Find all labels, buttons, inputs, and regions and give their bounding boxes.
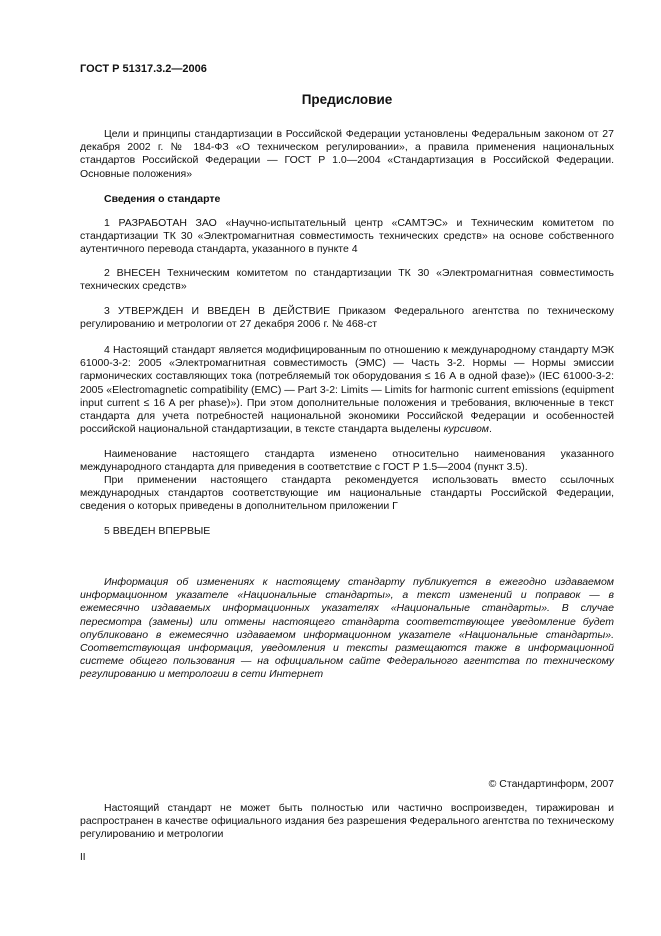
item-4-paragraph-3: При применении настоящего стандарта рекомендуется использовать вместо ссылочных международных стандартов соответствующие им национальные стандарты Российской Федерации, сведения о которых приведены в дополнительном приложении Г <box>80 474 614 513</box>
copyright-line: © Стандартинформ, 2007 <box>488 778 614 790</box>
reproduction-notice: Настоящий стандарт не может быть полностью или частично воспроизведен, тиражирован и распространен в качестве официального издания без разрешения Федерального агентства по техническому регулированию и метрологии <box>80 802 614 841</box>
info-notice: Информация об изменениях к настоящему стандарту публикуется в ежегодно издаваемом информационном указателе «Национальные стандарты», а текст изменений и поправок — в ежемесячно издаваемых информационных указателях «Национальные стандарты». В случае пересмотра (замены) или отмены настоящего стандарта соответствующее уведомление будет опубликовано в ежемесячно издаваемом информационном указателе «Национальные стандарты». Соответствующая информация, уведомления и тексты размещаются также в информационной системе общего пользования — на официальном сайте Федерального агентства по техническому регулированию и метрологии в сети Интернет <box>80 576 614 681</box>
item-4-paragraph-2: Наименование настоящего стандарта изменено относительно наименования указанного международного стандарта для приведения в соответствие с ГОСТ Р 1.5—2004 (пункт 3.5). <box>80 448 614 474</box>
page-title: Предисловие <box>301 92 393 107</box>
intro-paragraph: Цели и принципы стандартизации в Российской Федерации установлены Федеральным законом от 27 декабря 2002 г. № 184-ФЗ «О техническом регулировании», а правила применения национальных стандартов Российской Федерации — ГОСТ Р 1.0—2004 «Стандартизация в Российской Федерации. Основные положения» <box>80 128 614 180</box>
doc-code-header: ГОСТ Р 51317.3.2—2006 <box>80 63 207 75</box>
item-2-submitted: 2 ВНЕСЕН Техническим комитетом по стандартизации ТК 30 «Электромагнитная совместимость технических средств» <box>80 267 614 293</box>
item-3-approved: 3 УТВЕРЖДЕН И ВВЕДЕН В ДЕЙСТВИЕ Приказом Федерального агентства по техническому регулированию и метрологии от 27 декабря 2006 г. № 468-ст <box>80 305 614 331</box>
item-1-developed: 1 РАЗРАБОТАН ЗАО «Научно-испытательный центр «САМТЭС» и Техническим комитетом по стандартизации ТК 30 «Электромагнитная совместимость технических средств» на основе собственного аутентичного перевода стандарта, указанного в пункте 4 <box>80 217 614 256</box>
section-heading: Сведения о стандарте <box>104 193 221 205</box>
page-number: II <box>80 852 86 863</box>
item-4-period: . <box>489 423 492 436</box>
item-5-introduced: 5 ВВЕДЕН ВПЕРВЫЕ <box>104 525 211 537</box>
item-4-text: 4 Настоящий стандарт является модифицированным по отношению к международному стандарту МЭК 61000-3-2: 2005 «Электромагнитная совместимость (ЭМС) — Часть 3-2. Нормы — Нормы эмиссии гармонических составляющих тока (потребляемый ток оборудования ≤ 16 А в одной фазе)» (IEC 61000-3-2: 2005 «Electromagnetic compatibility (EMC) — Part 3-2: Limits — Limits for harmonic current emissions (equipment input current ≤ 16 A per phase)»). При этом дополнительные положения и требования, включенные в текст стандарта для учета потребностей национальной экономики Российской Федерации и особенностей российской национальной стандартизации, в тексте стандарта выделены <box>80 344 614 436</box>
item-4-paragraph-1 <box>80 344 614 436</box>
item-4-italic-word: курсивом <box>443 423 490 436</box>
